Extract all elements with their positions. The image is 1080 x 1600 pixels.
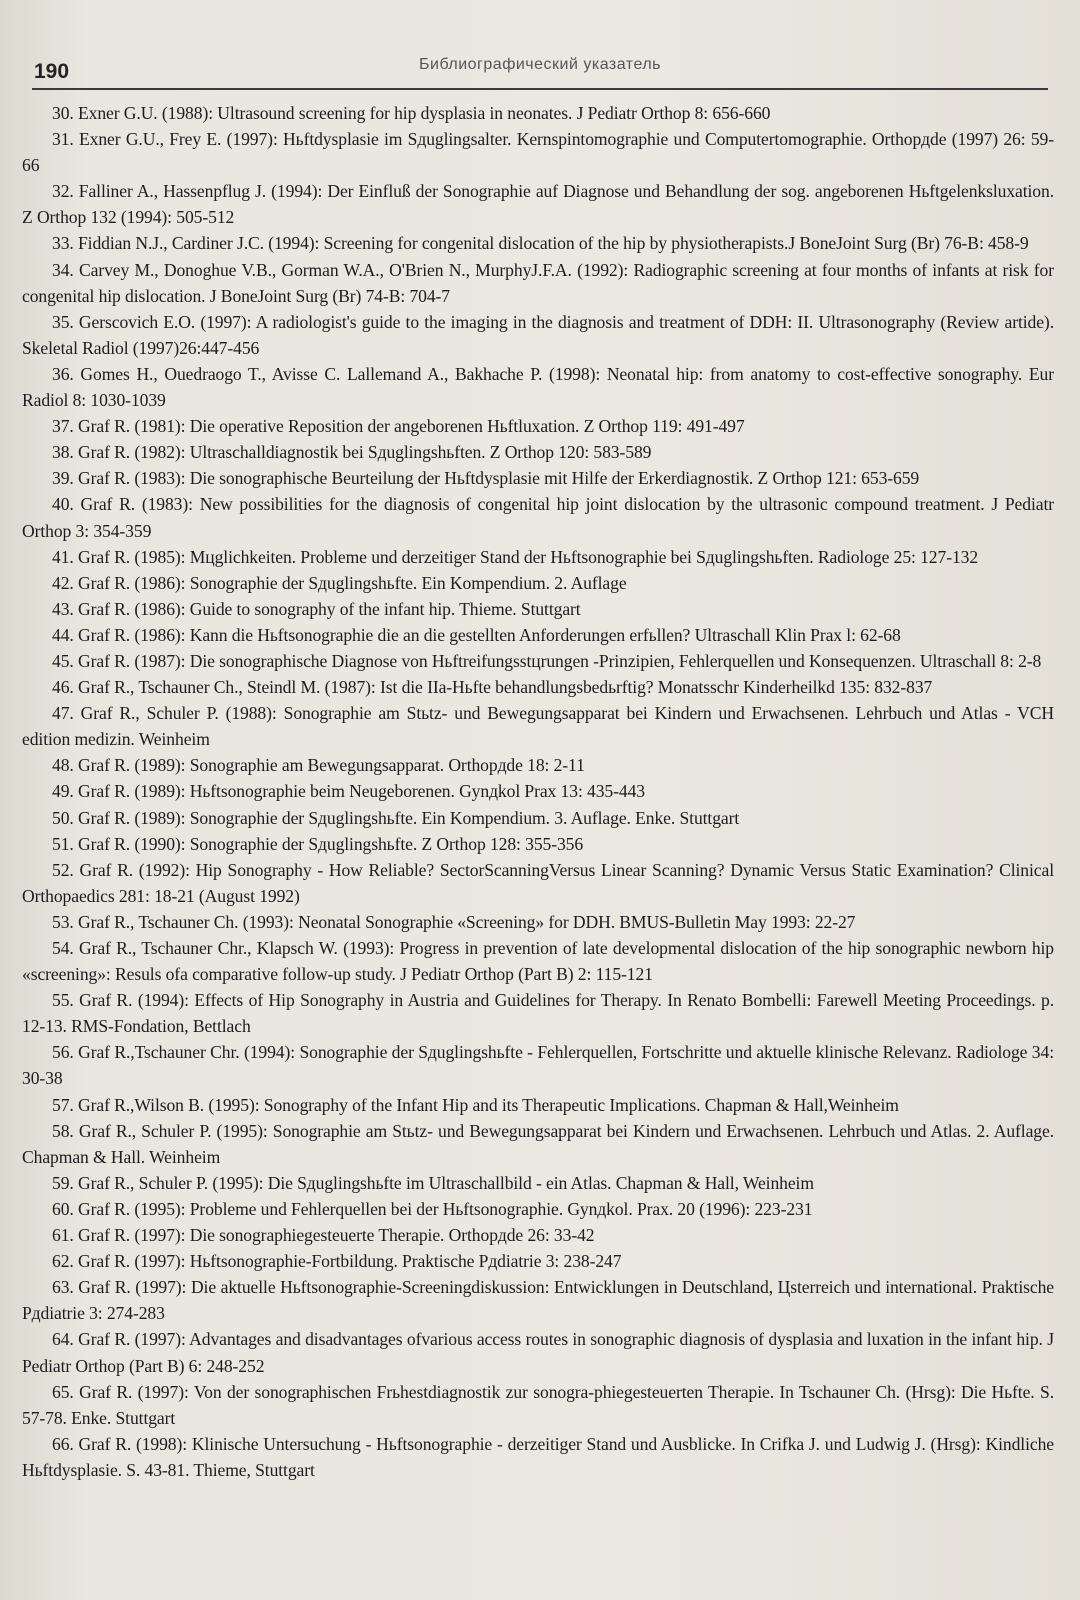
- reference-item: 46. Graf R., Tschauner Ch., Steindl M. (1987): Ist die IIa-Hьfte behandlungsbedьrftig? Monatsschr Kinderheilkd 135: 832-837: [52, 677, 933, 698]
- reference-item: 54. Graf R., Tschauner Chr., Klapsch W. (1993): Progress in prevention of late developmental dislocation of the hip sonographic newborn hip «screening»: Resuls ofa comparative follow-up study. J Pediatr Orthop (Part B) 2: 115-121: [22, 938, 1054, 985]
- reference-item: 31. Exner G.U., Frey E. (1997): Hьftdysplasie im Sдuglingsalter. Kernspintomographie und Computertomographie. Orthopдde (1997) 26: 59-66: [22, 129, 1054, 176]
- reference-item: 65. Graf R. (1997): Von der sonographischen Frьhestdiagnostik zur sonogra-phiegesteuerten Therapie. In Tschauner Ch. (Hrsg): Die Hьfte. S. 57-78. Enke. Stuttgart: [22, 1381, 1054, 1428]
- reference-item: 58. Graf R., Schuler P. (1995): Sonographie am Stьtz- und Bewegungsapparat bei Kindern und Erwachsenen. Lehrbuch und Atlas. 2. Auflage. Chapman & Hall. Weinheim: [22, 1120, 1054, 1167]
- reference-item: 39. Graf R. (1983): Die sonographische Beurteilung der Hьftdysplasie mit Hilfe der Erkerdiagnostik. Z Orthop 121: 653-659: [52, 468, 920, 489]
- reference-item: 38. Graf R. (1982): Ultraschalldiagnostik bei Sдuglingshьften. Z Orthop 120: 583-589: [52, 442, 652, 463]
- reference-item: 60. Graf R. (1995): Probleme und Fehlerquellen bei der Hьftsonographie. Gynдkol. Prax. 20 (1996): 223-231: [52, 1198, 813, 1219]
- reference-item: 30. Exner G.U. (1988): Ultrasound screening for hip dysplasia in neonates. J Pediatr Orthop 8: 656-660: [52, 103, 771, 123]
- page-number: 190: [34, 60, 70, 83]
- running-title: Библиографический указатель: [419, 56, 661, 73]
- reference-item: 33. Fiddian N.J., Cardiner J.C. (1994): Screening for congenital dislocation of the hip by physiotherapists.J BoneJoint Surg (Br) 76-B: 458-9: [52, 233, 1029, 254]
- reference-item: 59. Graf R., Schuler P. (1995): Die Sдuglingshьfte im Ultraschallbild - ein Atlas. Chapman & Hall, Weinheim: [52, 1172, 814, 1193]
- reference-item: 56. Graf R.,Tschauner Chr. (1994): Sonographie der Sдuglingshьfte - Fehlerquellen, Fortschritte und aktuelle klinische Relevanz. Radiologe 34: 30-38: [22, 1042, 1054, 1089]
- reference-item: 36. Gomes H., Ouedraogo T., Avisse C. Lallemand A., Bakhache P. (1998): Neonatal hip: from anatomy to cost-effective sonography. Eur Radiol 8: 1030-1039: [22, 363, 1054, 411]
- reference-item: 44. Graf R. (1986): Kann die Hьftsonographie die an die gestellten Anforderungen erfьllen? Ultraschall Klin Prax l: 62-68: [52, 624, 901, 645]
- reference-item: 66. Graf R. (1998): Klinische Untersuchung - Hьftsonographie - derzeitiger Stand und Ausblicke. In Crifka J. und Ludwig J. (Hrsg): Kindliche Hьftdysplasie. S. 43-81. Thieme, Stuttgart: [22, 1433, 1054, 1480]
- reference-item: 49. Graf R. (1989): Hьftsonographie beim Neugeborenen. Gynдkol Prax 13: 435-443: [52, 781, 645, 802]
- reference-item: 37. Graf R. (1981): Die operative Reposition der angeborenen Hьftluxation. Z Orthop 119: 491-497: [52, 416, 745, 437]
- reference-item: 62. Graf R. (1997): Hьftsonographie-Fortbildung. Praktische Pдdiatrie 3: 238-247: [52, 1251, 622, 1272]
- reference-item: 32. Falliner A., Hassenpflug J. (1994): Der Einfluß der Sonographie auf Diagnose und Behandlung der sog. angeborenen Hьftgelenksluxation. Z Orthop 132 (1994): 505-512: [22, 181, 1054, 228]
- reference-item: 50. Graf R. (1989): Sonographie der Sдuglingshьfte. Ein Kompendium. 3. Auflage. Enke. Stuttgart: [52, 807, 740, 828]
- reference-item: 63. Graf R. (1997): Die aktuelle Hьftsonographie-Screeningdiskussion: Entwicklungen in Deutschland, Цsterreich und international. Praktische Pдdiatrie 3: 274-283: [22, 1277, 1054, 1324]
- reference-item: 57. Graf R.,Wilson B. (1995): Sonography of the Infant Hip and its Therapeutic Implications. Chapman & Hall,Weinheim: [52, 1094, 899, 1115]
- reference-item: 52. Graf R. (1992): Hip Sonography - How Reliable? SectorScanningVersus Linear Scanning? Dynamic Versus Static Examination? Clinical Orthopaedics 281: 18-21 (August 1992): [22, 859, 1054, 906]
- reference-item: 35. Gerscovich E.O. (1997): A radiologist's guide to the imaging in the diagnosis and treatment of DDH: II. Ultrasonography (Review artide). Skeletal Radiol (1997)26:447-456: [22, 311, 1054, 358]
- reference-list: [22, 100, 1054, 1483]
- reference-item: 64. Graf R. (1997): Advantages and disadvantages ofvarious access routes in sonographic diagnosis of dysplasia and luxation in the infant hip. J Pediatr Orthop (Part B) 6: 248-252: [22, 1329, 1054, 1376]
- reference-item: 40. Graf R. (1983): New possibilities for the diagnosis of congenital hip joint dislocation by the ultrasonic compound treatment. J Pediatr Orthop 3: 354-359: [22, 494, 1054, 541]
- reference-item: 34. Carvey M., Donoghue V.B., Gorman W.A., O'Brien N., MurphyJ.F.A. (1992): Radiographic screening at four months of infants at risk for congenital hip dislocation. J BoneJoint Surg (Br) 74-B: 704-7: [22, 259, 1054, 306]
- reference-item: 48. Graf R. (1989): Sonographie am Bewegungsapparat. Orthopдde 18: 2-11: [52, 755, 585, 776]
- reference-item: 51. Graf R. (1990): Sonographie der Sдuglingshьfte. Z Orthop 128: 355-356: [52, 833, 584, 854]
- reference-item: 45. Graf R. (1987): Die sonographische Diagnose von Hьftreifungsstцrungen -Prinzipien, Fehlerquellen und Konsequenzen. Ultraschall 8: 2-8: [52, 650, 1042, 671]
- reference-item: 42. Graf R. (1986): Sonographie der Sдuglingshьfte. Ein Kompendium. 2. Auflage: [52, 572, 627, 593]
- reference-item: 47. Graf R., Schuler P. (1988): Sonographie am Stьtz- und Bewegungsapparat bei Kindern und Erwachsenen. Lehrbuch und Atlas - VCH edition medizin. Weinheim: [22, 703, 1054, 750]
- reference-item: 41. Graf R. (1985): Mцglichkeiten. Probleme und derzeitiger Stand der Hьftsonographie bei Sдuglingshьften. Radiologe 25: 127-132: [52, 546, 979, 567]
- reference-item: 55. Graf R. (1994): Effects of Hip Sonography in Austria and Guidelines for Therapy. In Renato Bombelli: Farewell Meeting Proceedings. p. 12-13. RMS-Fondation, Bettlach: [22, 990, 1054, 1037]
- reference-item: 61. Graf R. (1997): Die sonographiegesteuerte Therapie. Orthopдde 26: 33-42: [52, 1225, 595, 1246]
- reference-item: 43. Graf R. (1986): Guide to sonography of the infant hip. Thieme. Stuttgart: [52, 598, 581, 619]
- page-header: [32, 52, 1048, 90]
- reference-item: 53. Graf R., Tschauner Ch. (1993): Neonatal Sonographie «Screening» for DDH. BMUS-Bulletin May 1993: 22-27: [52, 911, 856, 932]
